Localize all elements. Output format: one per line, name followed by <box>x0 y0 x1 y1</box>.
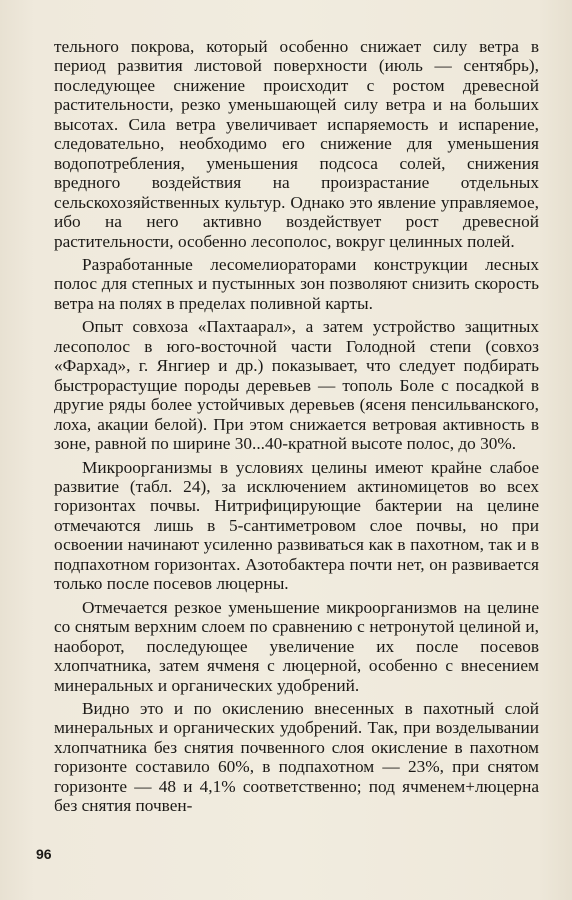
paragraph-6: Видно это и по окислению внесенных в пахотный слой минеральных и органических удобрений. Так, при возделывании хлопчатника без снятия почвенного слоя окисление в пахотном горизонте составило 60%, в подпахотном — 23%, при снятом горизонте — 48 и 4,1% соответственно; под ячменем+люцерна без снятия почвен- <box>54 698 539 816</box>
paragraph-2: Разработанные лесомелиораторами конструкции лесных полос для степных и пустынных зон позволяют снизить скорость ветра на полях в пределах поливной карты. <box>54 254 539 313</box>
main-text <box>54 37 539 816</box>
paragraph-1: тельного покрова, который особенно снижает силу ветра в период развития листовой поверхности (июль — сентябрь), последующее снижение происходит с ростом древесной растительности, резко уменьшающей силу ветра и на больших высотах. Сила ветра увеличивает испаряемость и испарение, следовательно, необходимо его снижение для уменьшения водопотребления, уменьшения подсоса солей, снижения вредного воздействия на произрастание отдельных сельскохозяйственных культур. Однако это явление управляемое, ибо на него активно воздействует рост древесной растительности, особенно лесополос, вокруг целинных полей. <box>54 37 539 251</box>
page-number: 96 <box>36 846 52 862</box>
paragraph-4: Микроорганизмы в условиях целины имеют крайне слабое развитие (табл. 24), за исключением актиномицетов во всех горизонтах почвы. Нитрифицирующие бактерии на целине отмечаются лишь в 5-сантиметровом слое почвы, но при освоении начинают усиленно развиваться как в пахотном, так и в подпахотном горизонтах. Азотобактера почти нет, он развивается только после посевов люцерны. <box>54 457 539 594</box>
paragraph-3: Опыт совхоза «Пахтаарал», а затем устройство защитных лесополос в юго-восточной части Голодной степи (совхоз «Фархад», г. Янгиер и др.) показывает, что следует подбирать быстрорастущие породы деревьев — тополь Боле с посадкой в другие ряды более устойчивых деревьев (ясеня пенсильванского, лоха, акации белой). При этом снижается ветровая активность в зоне, равной по ширине 30...40-кратной высоте полос, до 30%. <box>54 317 539 454</box>
paragraph-5: Отмечается резкое уменьшение микроорганизмов на целине со снятым верхним слоем по сравнению с нетронутой целиной и, наоборот, последующее увеличение их после посевов хлопчатника, затем ячменя с люцерной, особенно с внесением минеральных и органических удобрений. <box>54 597 539 695</box>
